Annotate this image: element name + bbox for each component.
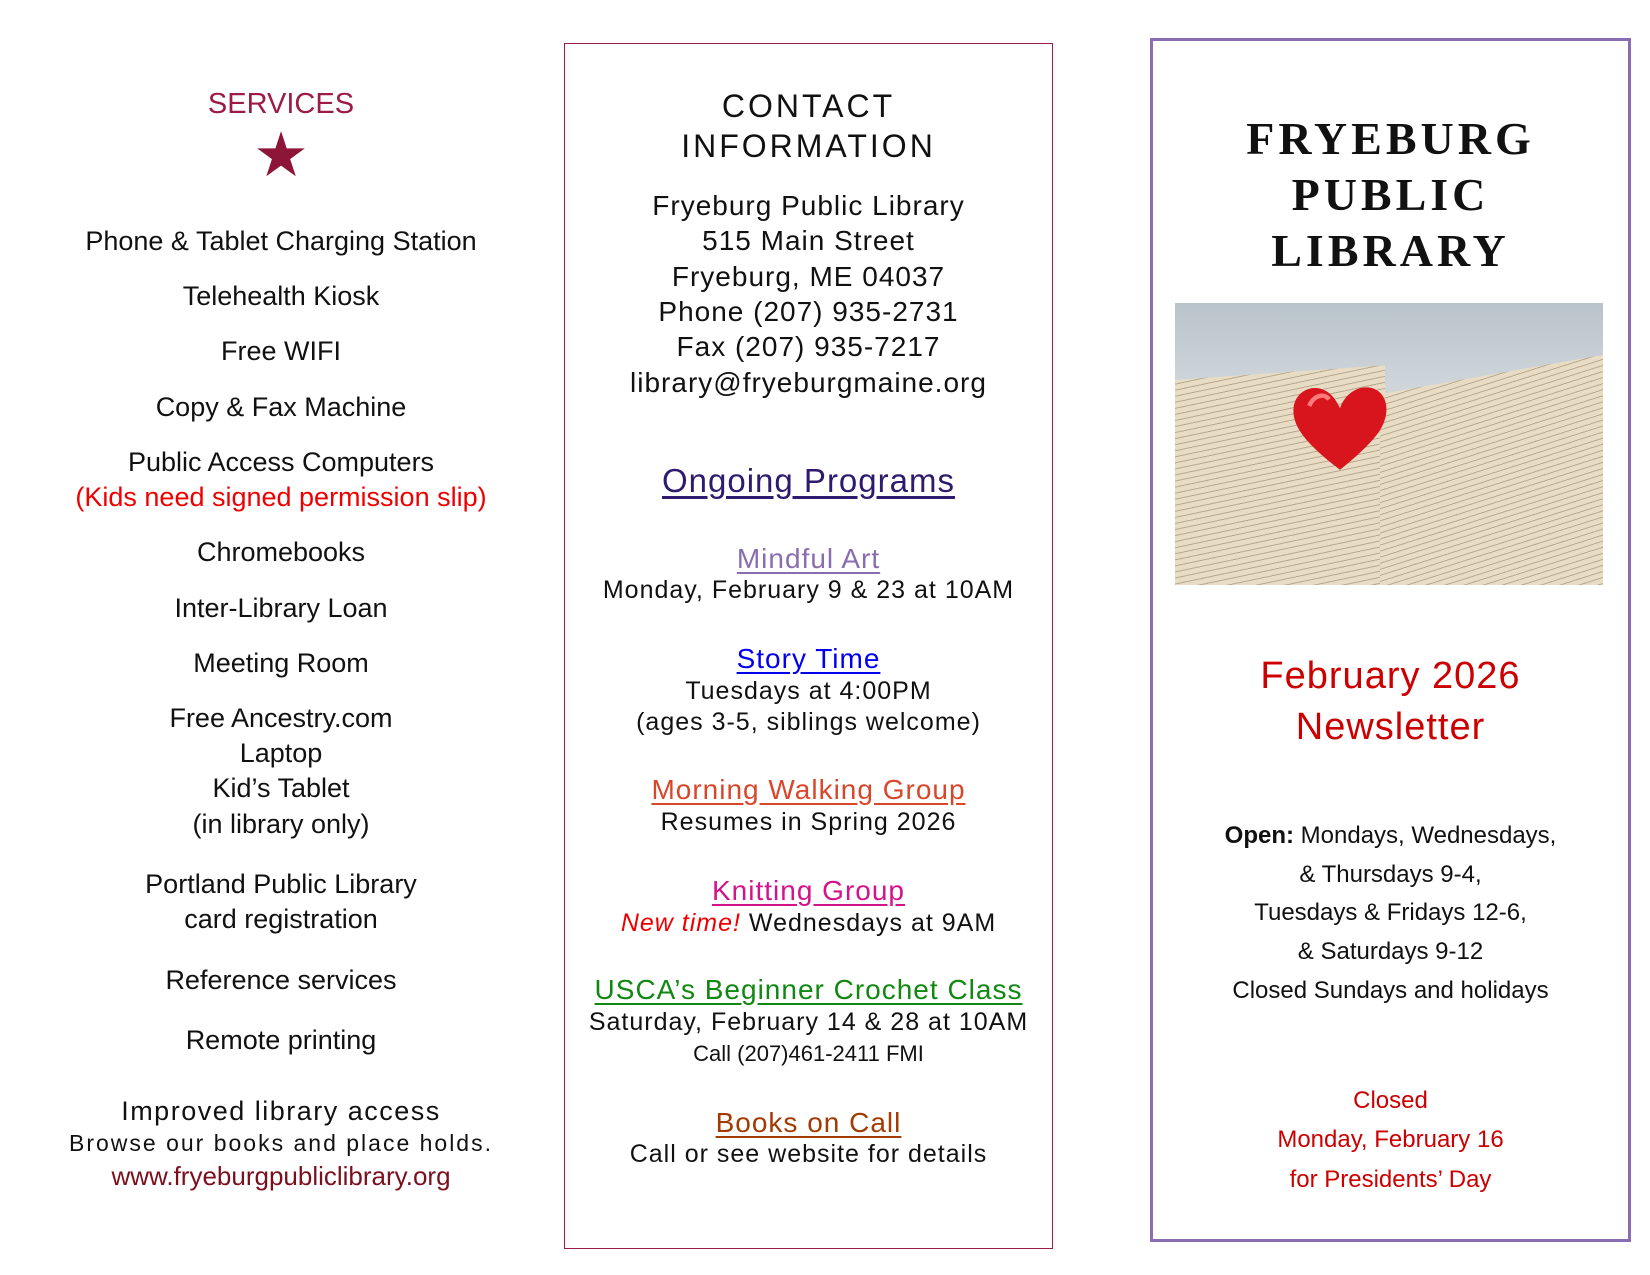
program-detail [564,906,1053,940]
program-mindful-art[interactable]: Mindful Art [736,543,881,574]
library-title: PUBLIC [1291,169,1490,220]
service-item: Copy & Fax Machine [155,392,407,422]
access-heading: Improved library access [121,1096,441,1126]
service-item: card registration [184,904,378,934]
service-note: (Kids need signed permission slip) [75,482,487,512]
service-item: Laptop [239,738,323,768]
program-detail: Call or see website for details [629,1140,988,1168]
contact-line: Fryeburg Public Library [652,190,965,221]
program-crochet-class[interactable]: USCA’s Beginner Crochet Class [594,974,1023,1005]
program-detail: (ages 3-5, siblings welcome) [636,708,981,736]
knitting-time: Wednesdays at 9AM [740,909,997,937]
open-label: Open: [1224,822,1294,849]
contact-line: Fryeburg, ME 04037 [671,261,946,292]
program-walking-group[interactable]: Morning Walking Group [651,774,966,805]
service-item: Reference services [165,965,397,995]
service-item: Remote printing [185,1025,377,1055]
contact-fax: Fax (207) 935-7217 [676,331,941,362]
program-detail: Saturday, February 14 & 28 at 10AM [588,1008,1029,1036]
service-item: Phone & Tablet Charging Station [85,226,477,256]
contact-heading: CONTACT [721,88,896,124]
service-item: Meeting Room [193,648,369,678]
service-item: Chromebooks [196,537,366,567]
service-item: Kid’s Tablet [212,773,350,803]
program-detail: Resumes in Spring 2026 [660,808,957,836]
program-books-on-call[interactable]: Books on Call [715,1107,902,1138]
newsletter-title: February 2026 [1260,655,1521,697]
contact-email[interactable]: library@fryeburgmaine.org [630,367,987,398]
heart-icon [1285,373,1395,483]
hours-line: & Thursdays 9-4, [1299,861,1482,888]
program-detail: Tuesdays at 4:00PM [685,677,932,705]
hours-line: Mondays, Wednesdays, [1293,822,1557,849]
contact-heading: INFORMATION [681,128,936,164]
program-story-time[interactable]: Story Time [736,643,881,674]
program-detail: Call (207)461-2411 FMI [693,1041,924,1066]
contact-phone: Phone (207) 935-2731 [658,296,959,327]
program-knitting-group[interactable]: Knitting Group [712,875,905,906]
program-detail: Monday, February 9 & 23 at 10AM [602,576,1015,604]
new-time-note: New time! [620,909,741,937]
open-hours [1150,819,1631,853]
contact-line: 515 Main Street [702,225,915,256]
hours-line: Closed Sundays and holidays [1232,977,1549,1004]
service-item: (in library only) [192,809,370,839]
closed-notice: for Presidents’ Day [1289,1166,1492,1193]
service-item: Inter-Library Loan [174,593,388,623]
service-item: Portland Public Library [145,869,417,899]
service-item: Free Ancestry.com [169,703,393,733]
service-item: Telehealth Kiosk [182,281,380,311]
hours-line: & Saturdays 9-12 [1297,938,1484,965]
service-item: Free WIFI [221,336,341,366]
newsletter-title: Newsletter [1295,706,1486,748]
website-link[interactable]: www.fryeburgpubliclibrary.org [111,1161,451,1191]
book-heart-photo [1175,303,1603,585]
services-heading: SERVICES [207,88,355,120]
library-title: FRYEBURG [1246,113,1535,164]
programs-heading: Ongoing Programs [662,462,955,499]
access-text: Browse our books and place holds. [69,1130,493,1156]
star-icon: ★ [253,121,309,190]
closed-notice: Closed [1353,1087,1428,1114]
hours-line: Tuesdays & Fridays 12-6, [1254,899,1527,926]
closed-notice: Monday, February 16 [1277,1126,1504,1153]
library-title: LIBRARY [1271,225,1510,276]
service-item: Public Access Computers [127,447,435,477]
